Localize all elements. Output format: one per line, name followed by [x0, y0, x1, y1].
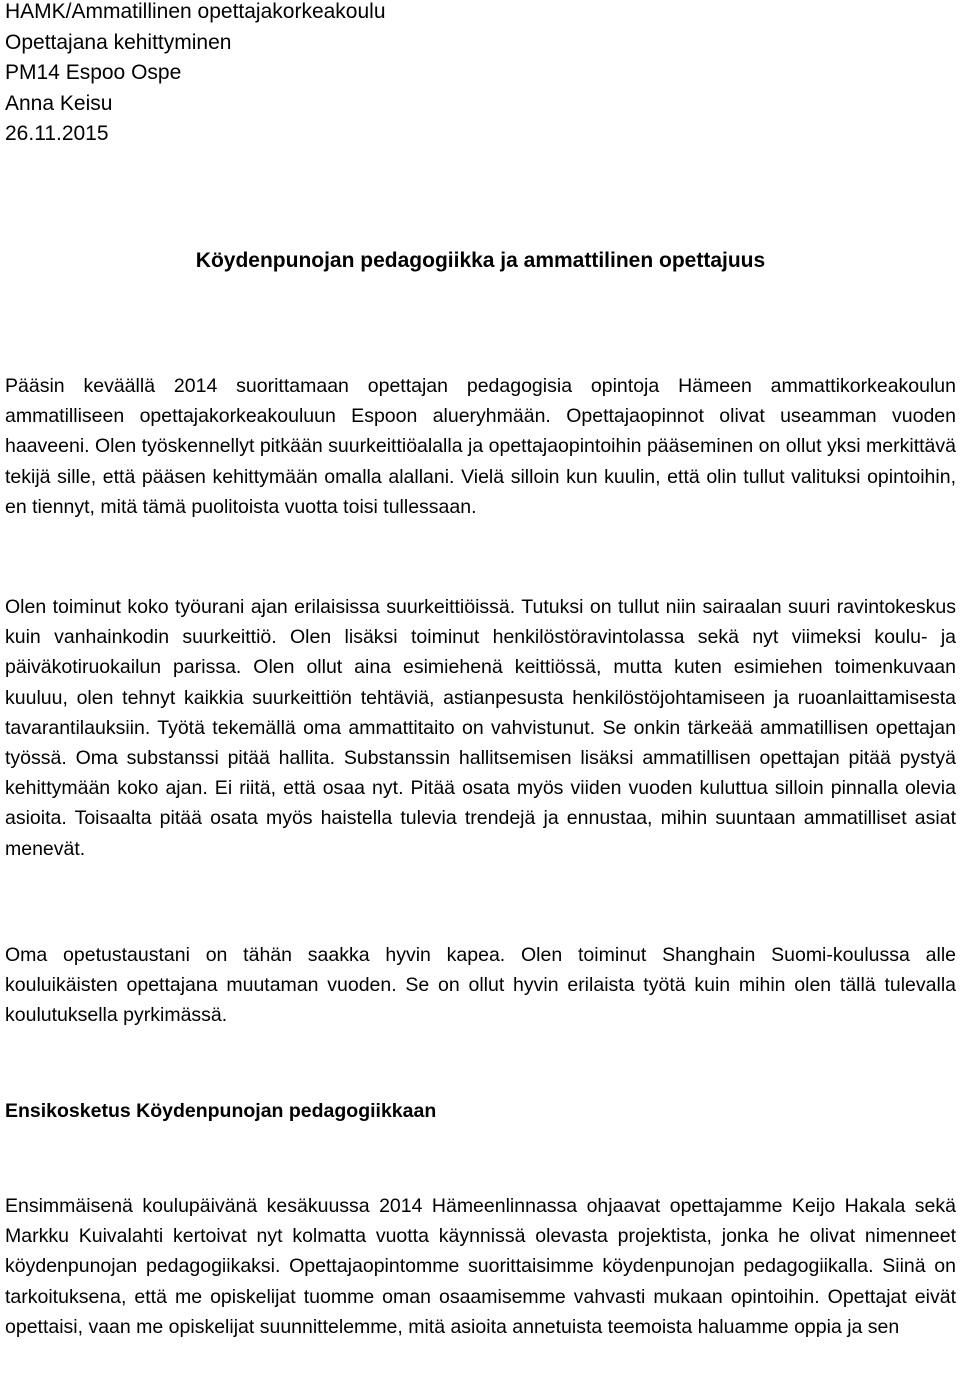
document-header — [5, 0, 956, 150]
header-author: Anna Keisu — [5, 91, 113, 115]
paragraph-first-contact: Ensimmäisenä koulupäivänä kesäkuussa 2014 Hämeenlinnassa ohjaavat opettajamme Keijo Hakala sekä Markku Kuivalahti kertoivat nyt kolmatta vuotta käynnissä olevasta projektista, jonka he olivat nimenneet köydenpunojan pedagogiikaksi. Opettajaopintomme suorittaisimme köydenpunojan pedagogiikalla. Siinä on tarkoituksena, että me opiskelijat tuomme oman osaamisemme vahvasti mukaan opintoihin. Opettajat eivät opettaisi, vaan me opiskelijat suunnittelemme, mitä asioita annetuista teemoista haluamme oppia ja sen — [5, 1195, 956, 1338]
document-title: Köydenpunojan pedagogiikka ja ammattilinen opettajuus — [195, 249, 766, 272]
header-course: Opettajana kehittyminen — [5, 30, 232, 54]
header-date: 26.11.2015 — [5, 122, 109, 145]
paragraph-work-history: Olen toiminut koko työurani ajan erilaisissa suurkeittiöissä. Tutuksi on tullut niin sairaalan suuri ravintokeskus kuin vanhainkodin suurkeittiö. Olen lisäksi toiminut henkilöstöravintolassa sekä nyt viimeksi koulu- ja päiväkotiruokailun parissa. Olen ollut aina esimiehenä keittiössä, mutta kuten esimiehen toimenkuvaan kuuluu, olen tehnyt kaikkia suurkeittiön tehtäviä, astianpesusta henkilöstöjohtamiseen ja ruoanlaittamisesta tavarantilauksiin. Työtä tekemällä oma ammattitaito on vahvistunut. Se onkin tärkeää ammatillisen opettajan työssä. Oma substanssi pitää hallita. Substanssin hallitsemisen lisäksi ammatillisen opettajan pitää pystyä kehittymään koko ajan. Ei riitä, että osaa nyt. Pitää osata myös viiden vuoden kuluttua silloin pinnalla olevia asioita. Toisaalta pitää osata myös haistella tulevia trendejä ja ennustaa, mihin suuntaan ammatilliset asiat menevät. — [5, 596, 956, 860]
paragraph-intro: Pääsin keväällä 2014 suorittamaan opettajan pedagogisia opintoja Hämeen ammattikorkeakoulun ammatilliseen opettajakorkeakouluun Espoon alueryhmään. Opettajaopinnot olivat useamman vuoden haaveeni. Olen työskennellyt pitkään suurkeittiöalalla ja opettajaopintoihin pääseminen on ollut yksi merkittävä tekijä sille, että pääsen kehittymään omalla alallani. Vielä silloin kun kuulin, että olin tullut valituksi opintoihin, en tiennyt, mitä tämä puolitoista vuotta toisi tullessaan. — [5, 375, 956, 518]
header-group: PM14 Espoo Ospe — [5, 61, 182, 84]
header-institution: HAMK/Ammatillinen opettajakorkeakoulu — [5, 0, 386, 23]
section-heading: Ensikosketus Köydenpunojan pedagogiikkaan — [5, 1100, 437, 1122]
paragraph-teaching-background: Oma opetustaustani on tähän saakka hyvin kapea. Olen toiminut Shanghain Suomi-koulussa alle kouluikäisten opettajana muutaman vuoden. Se on ollut hyvin erilaista työtä kuin mihin olen tällä tulevalla koulutuksella pyrkimässä. — [5, 944, 956, 1027]
